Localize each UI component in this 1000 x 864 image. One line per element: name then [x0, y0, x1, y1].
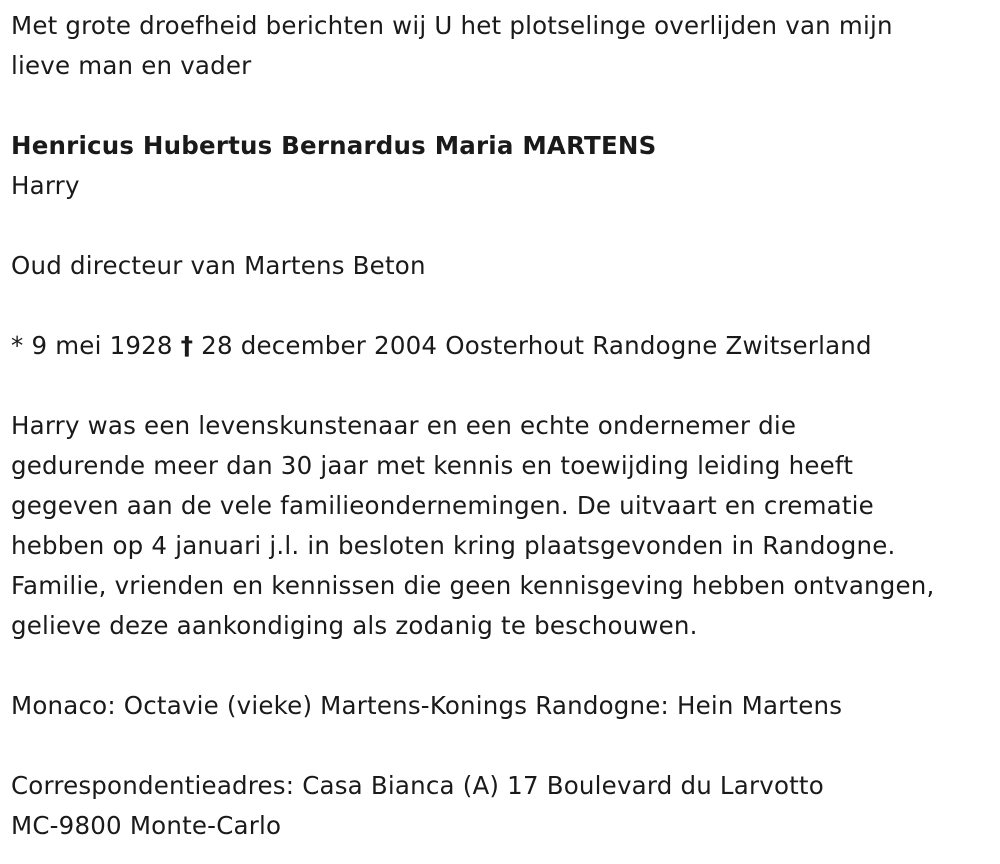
death-date: 28 december 2004 [201, 331, 438, 360]
body-line: gegeven aan de vele familieondernemingen. De uitvaart en crematie [11, 491, 874, 520]
death-notice [11, 6, 996, 846]
address-line-2: MC-9800 Monte-Carlo [11, 811, 282, 840]
spacer [11, 646, 996, 686]
body-line: hebben op 4 januari j.l. in besloten kring plaatsgevonden in Randogne. [11, 531, 896, 560]
deceased-title: Oud directeur van Martens Beton [11, 251, 426, 280]
intro-line-1: Met grote droefheid berichten wij U het plotselinge overlijden van mijn [11, 11, 893, 40]
spacer [11, 366, 996, 406]
relatives: Monaco: Octavie (vieke) Martens-Konings Randogne: Hein Martens [11, 691, 843, 720]
intro-line-2: lieve man en vader [11, 51, 252, 80]
body-line: Familie, vrienden en kennissen die geen kennisgeving hebben ontvangen, [11, 571, 935, 600]
deceased-full-name: Henricus Hubertus Bernardus Maria MARTENS [11, 131, 657, 160]
places: Oosterhout Randogne Zwitserland [445, 331, 872, 360]
address-line-1: Correspondentieadres: Casa Bianca (A) 17 Boulevard du Larvotto [11, 771, 824, 800]
birth-marker: * [11, 331, 24, 360]
spacer [11, 86, 996, 126]
spacer [11, 206, 996, 246]
spacer [11, 286, 996, 326]
body-line: gelieve deze aankondiging als zodanig te beschouwen. [11, 611, 698, 640]
body-line: Harry was een levenskunstenaar en een echte ondernemer die [11, 411, 797, 440]
cross-icon: † [180, 331, 194, 360]
body-line: gedurende meer dan 30 jaar met kennis en toewijding leiding heeft [11, 451, 854, 480]
dates-line [11, 326, 996, 366]
body-paragraph [11, 406, 996, 646]
birth-date: 9 mei 1928 [31, 331, 173, 360]
spacer [11, 726, 996, 766]
deceased-nickname: Harry [11, 171, 80, 200]
